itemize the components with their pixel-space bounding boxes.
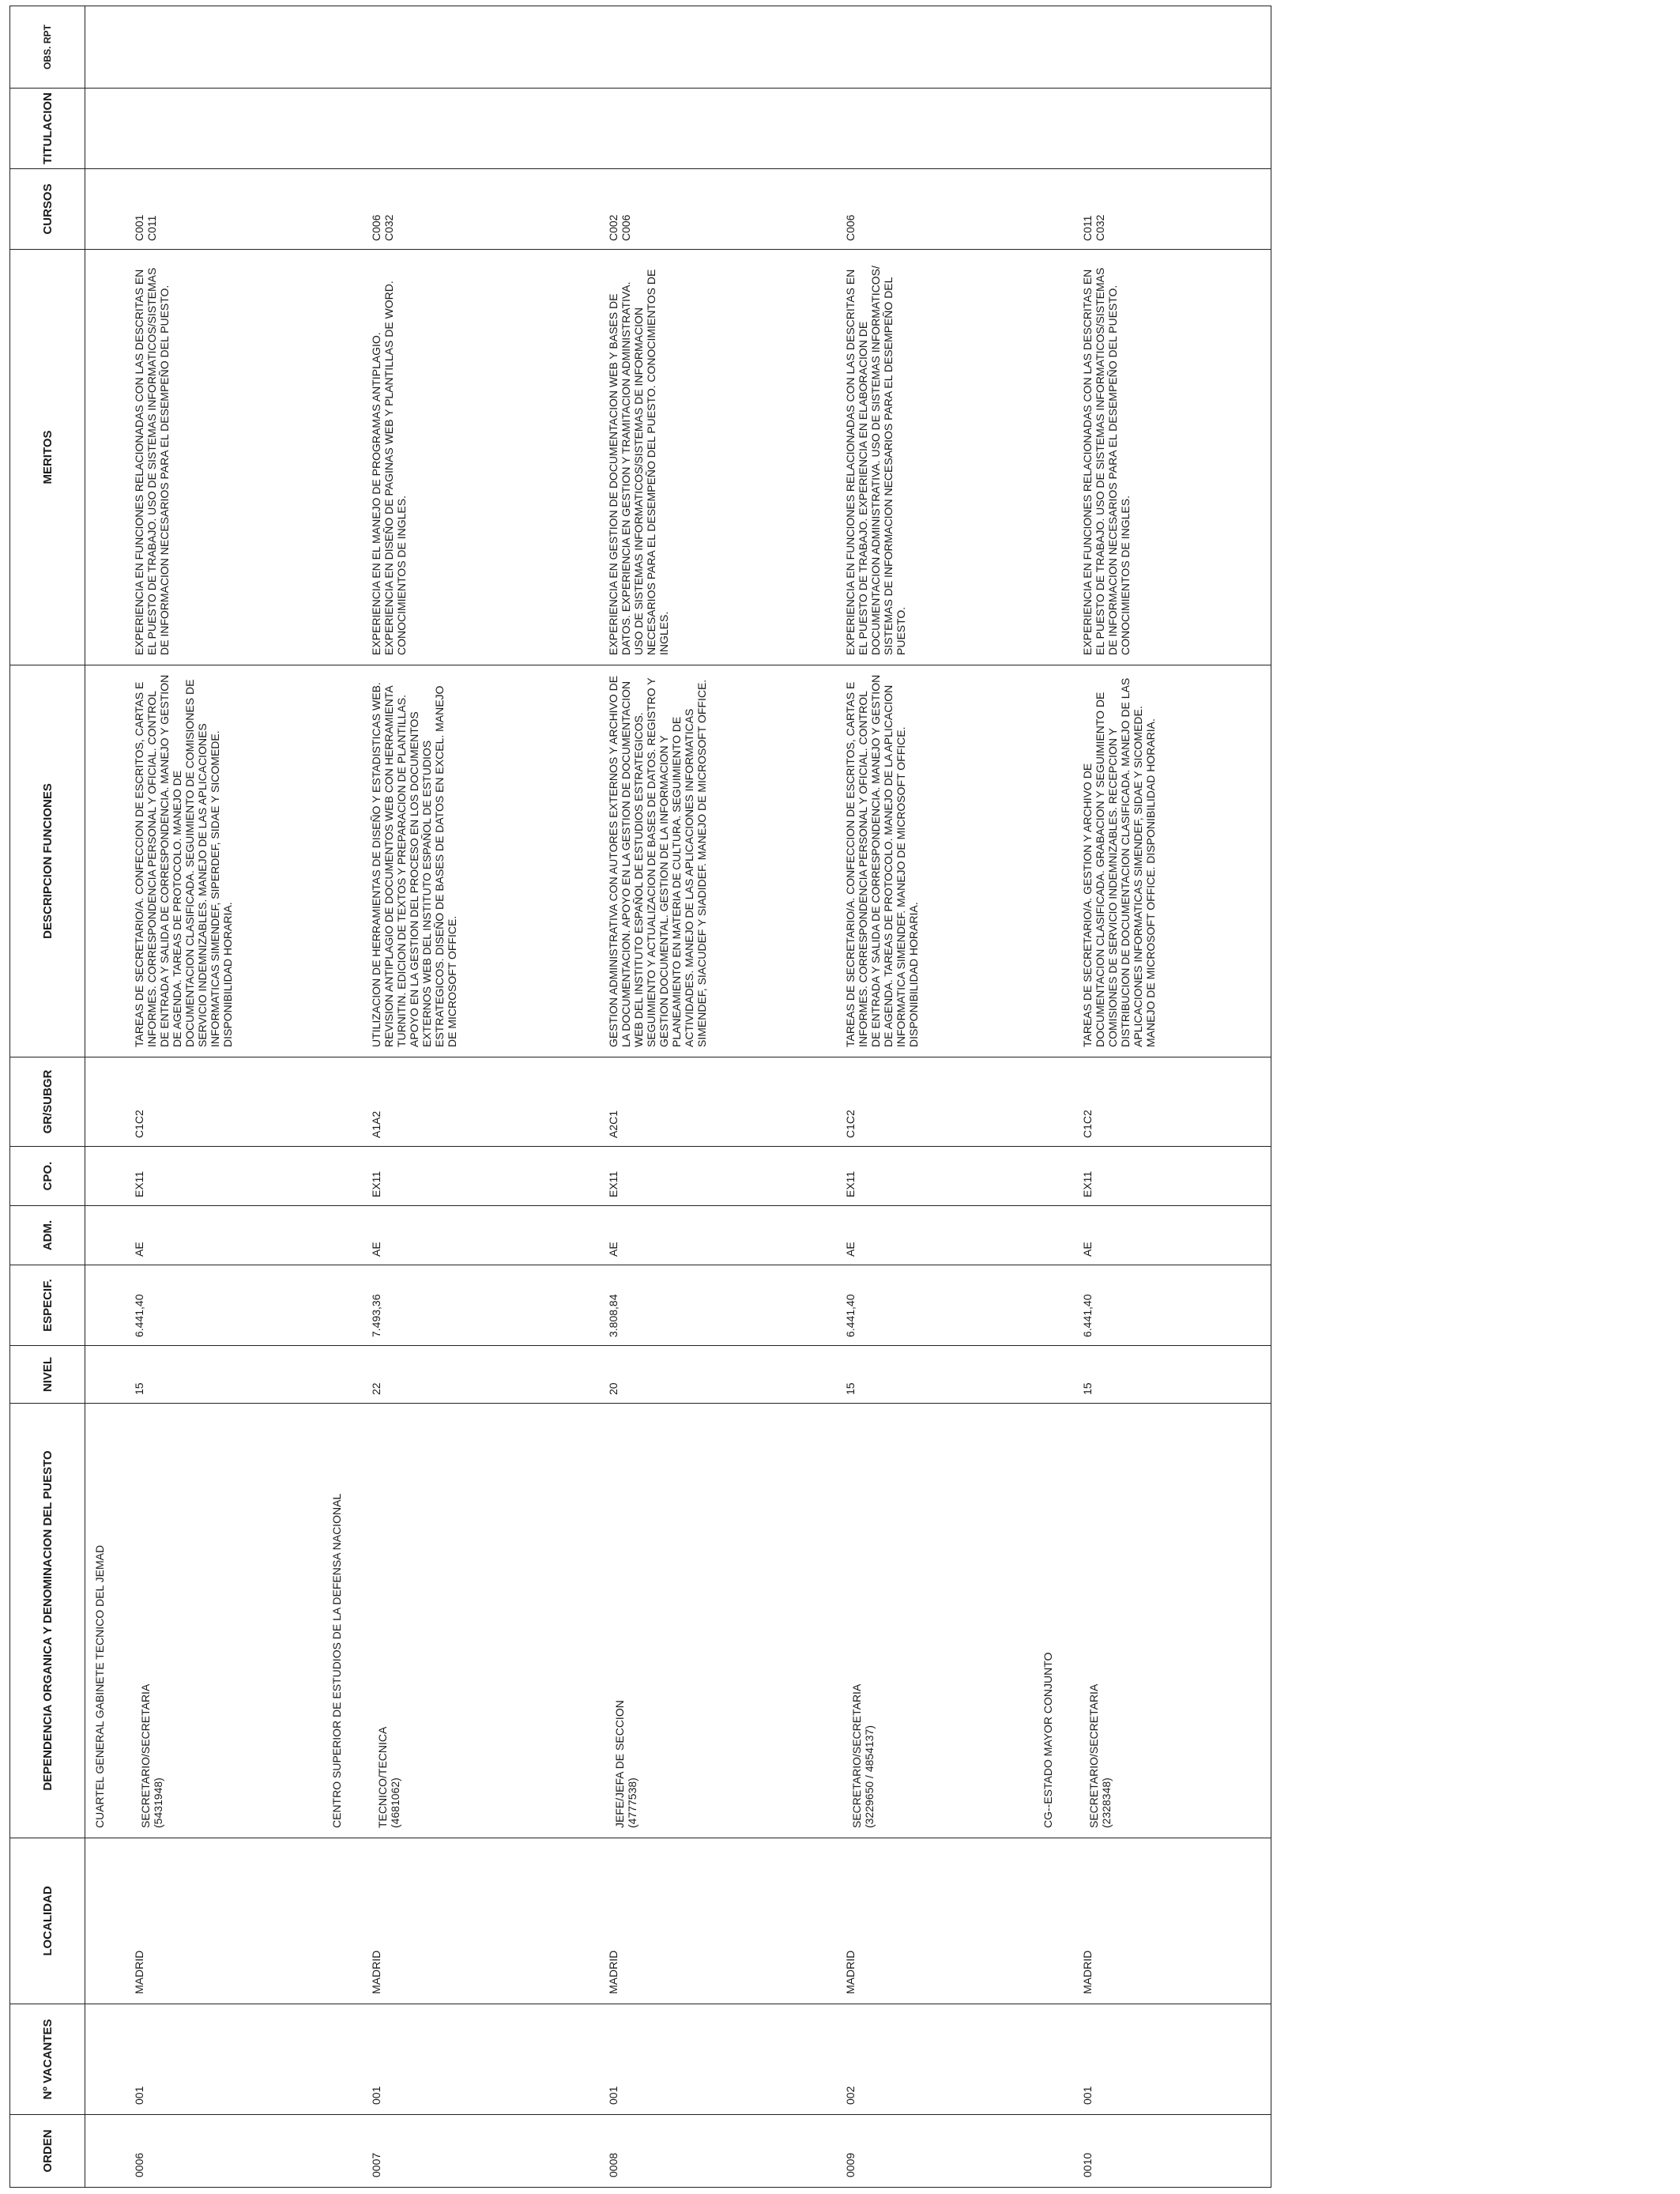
nivel-value: 20 bbox=[607, 1382, 620, 1395]
especifico-value: 6.441,40 bbox=[1081, 1294, 1094, 1337]
descripcion-text: TAREAS DE SECRETARIO/A. CONFECCION DE ESCRITOS, CARTAS E INFORMES. CORRESPONDENCIA PERSONAL Y OFICIAL. CONTROL DE ENTRADA Y SALIDA DE CORRESPONDENCIA. MANEJO Y GESTION DE AGENDA. TAREAS DE PROTOCOLO. MANEJO DE LA APLICACION INFORMATICA SIMENDEF. MANEJO DE MICROSOFT OFFICE. DISPONIBILIDAD HORARIA. bbox=[844, 674, 920, 1047]
localidad-value: MADRID bbox=[370, 1950, 382, 1994]
orden-value: 0010 bbox=[1081, 2152, 1094, 2177]
orden-cell bbox=[85, 2115, 323, 2188]
gr-value: A2C1 bbox=[607, 1110, 620, 1138]
course-code: C002 bbox=[607, 214, 620, 241]
table-row bbox=[1034, 6, 1271, 2188]
course-code: C001 bbox=[133, 214, 145, 241]
position-code: (4777538) bbox=[626, 1777, 638, 1828]
table-row bbox=[322, 6, 559, 2188]
especifico-value: 3.808,84 bbox=[607, 1294, 620, 1337]
vacantes-cell bbox=[322, 2004, 559, 2115]
orden-cell bbox=[559, 2115, 797, 2188]
meritos-cell bbox=[1034, 250, 1271, 665]
descripcion-cell bbox=[322, 665, 559, 1057]
localidad-value: MADRID bbox=[133, 1950, 145, 1994]
cpo-cell bbox=[322, 1147, 559, 1206]
table-row bbox=[85, 6, 323, 2188]
header-orden: ORDEN bbox=[10, 2115, 85, 2188]
dependencia-cell bbox=[797, 1404, 1034, 1838]
cpo-cell bbox=[1034, 1147, 1271, 1206]
meritos-text: EXPERIENCIA EN FUNCIONES RELACIONADAS CON LAS DESCRITAS EN EL PUESTO DE TRABAJO. USO DE SISTEMAS INFORMATICOS/SISTEMAS DE INFORMACION NECESARIOS PARA EL DESEMPEÑO DEL PUESTO. CONOCIMIENTOS DE INGLES. bbox=[1081, 267, 1132, 655]
orden-value: 0009 bbox=[844, 2152, 857, 2177]
adm-value: AE bbox=[607, 1242, 620, 1257]
header-titulacion: TITULACION bbox=[10, 89, 85, 169]
table-row bbox=[559, 6, 797, 2188]
position-name: JEFE/JEFA DE SECCION bbox=[613, 1700, 626, 1828]
vacancies-table bbox=[9, 6, 1271, 2188]
obs-rpt-cell bbox=[85, 6, 323, 89]
course-code: C032 bbox=[382, 214, 395, 241]
especifico-cell bbox=[559, 1265, 797, 1346]
obs-rpt-cell bbox=[1034, 6, 1271, 89]
organic-unit: CUARTEL GENERAL GABINETE TECNICO DEL JEMAD bbox=[93, 1544, 106, 1828]
adm-value: AE bbox=[133, 1242, 145, 1257]
dependencia-cell bbox=[85, 1404, 323, 1838]
cpo-value: EX11 bbox=[1081, 1171, 1094, 1197]
course-code: C011 bbox=[145, 215, 158, 241]
header-localidad: LOCALIDAD bbox=[10, 1838, 85, 2004]
localidad-cell bbox=[797, 1838, 1034, 2004]
gr-cell bbox=[559, 1057, 797, 1147]
course-code: C006 bbox=[844, 214, 857, 241]
vacantes-value: 001 bbox=[133, 2086, 145, 2105]
position-code: (3229650 / 4854137) bbox=[863, 1725, 876, 1828]
especifico-value: 6.441,40 bbox=[844, 1294, 857, 1337]
meritos-cell bbox=[322, 250, 559, 665]
gr-value: A1A2 bbox=[370, 1110, 382, 1138]
gr-cell bbox=[797, 1057, 1034, 1147]
especifico-value: 7.493,36 bbox=[370, 1294, 382, 1337]
descripcion-text: GESTION ADMINISTRATIVA CON AUTORES EXTERNOS Y ARCHIVO DE LA DOCUMENTACION. APOYO EN LA GESTION DE DOCUMENTACION WEB DEL INSTITUTO ESPAÑOL DE ESTUDIOS ESTRATEGICOS. SEGUIMIENTO Y ACTUALIZACION DE BASES DE DATOS. REGISTRO Y GESTION DOCUMENTAL. GESTION DE LA INFORMACION Y PLANEAMIENTO EN MATERIA DE CULTURA. SEGUIMIENTO DE ACTIVIDADES. MANEJO DE LAS APLICACIONES INFORMATICAS SIMENDEF, SIACUDEF Y SIADIDEF. MANEJO DE MICROSOFT OFFICE. bbox=[607, 675, 708, 1047]
header-cursos: CURSOS bbox=[10, 169, 85, 250]
gr-value: C1C2 bbox=[1081, 1110, 1094, 1138]
localidad-value: MADRID bbox=[1081, 1950, 1094, 1994]
dependencia-cell bbox=[559, 1404, 797, 1838]
adm-value: AE bbox=[1081, 1242, 1094, 1257]
gr-cell bbox=[85, 1057, 323, 1147]
meritos-cell bbox=[85, 250, 323, 665]
obs-rpt-cell bbox=[559, 6, 797, 89]
dependencia-cell bbox=[322, 1404, 559, 1838]
position-name: SECRETARIO/SECRETARIA bbox=[1087, 1683, 1100, 1828]
course-code: C006 bbox=[370, 214, 382, 241]
vacantes-value: 002 bbox=[844, 2086, 857, 2105]
header-especifico: ESPECIF. bbox=[10, 1265, 85, 1346]
titulacion-cell bbox=[559, 89, 797, 169]
vacantes-value: 001 bbox=[1081, 2086, 1094, 2105]
position-name: TECNICO/TECNICA bbox=[376, 1726, 389, 1828]
cpo-cell bbox=[559, 1147, 797, 1206]
header-meritos: MERITOS bbox=[10, 250, 85, 665]
descripcion-cell bbox=[797, 665, 1034, 1057]
titulacion-cell bbox=[797, 89, 1034, 169]
descripcion-text: TAREAS DE SECRETARIO/A. CONFECCION DE ESCRITOS, CARTAS E INFORMES. CORRESPONDENCIA PERSONAL Y OFICIAL. CONTROL DE ENTRADA Y SALIDA DE CORRESPONDENCIA. MANEJO Y GESTION DE AGENDA. TAREAS DE PROTOCOLO. MANEJO DE DOCUMENTACION CLASIFICADA. SEGUIMIENTO DE COMISIONES DE SERVICIO INDEMNIZABLES. MANEJO DE LAS APLICACIONES INFORMATICAS SIMENDEF, SIPERDEF, SIDAE Y SICOMEDE. DISPONIBILIDAD HORARIA. bbox=[133, 674, 234, 1047]
adm-cell bbox=[559, 1206, 797, 1265]
especifico-cell bbox=[85, 1265, 323, 1346]
position-code: (2328348) bbox=[1100, 1777, 1113, 1828]
localidad-cell bbox=[85, 1838, 323, 2004]
position-name: SECRETARIO/SECRETARIA bbox=[139, 1683, 152, 1828]
header-vacantes: Nº VACANTES bbox=[10, 2004, 85, 2115]
localidad-value: MADRID bbox=[844, 1950, 857, 1994]
localidad-value: MADRID bbox=[607, 1950, 620, 1994]
nivel-value: 22 bbox=[370, 1382, 382, 1395]
header-cpo: CPO. bbox=[10, 1147, 85, 1206]
gr-cell bbox=[1034, 1057, 1271, 1147]
cursos-cell bbox=[322, 169, 559, 250]
descripcion-cell bbox=[1034, 665, 1271, 1057]
nivel-cell bbox=[322, 1346, 559, 1404]
nivel-value: 15 bbox=[133, 1382, 145, 1395]
titulacion-cell bbox=[85, 89, 323, 169]
meritos-text: EXPERIENCIA EN EL MANEJO DE PROGRAMAS ANTIPLAGIO. EXPERIENCIA EN DISEÑO DE PAGINAS WEB Y PLANTILLAS DE WORD. CONOCIMIENTOS DE INGLES. bbox=[370, 281, 408, 655]
gr-value: C1C2 bbox=[133, 1110, 145, 1138]
titulacion-cell bbox=[1034, 89, 1271, 169]
nivel-value: 15 bbox=[1081, 1382, 1094, 1395]
cpo-cell bbox=[797, 1147, 1034, 1206]
adm-cell bbox=[1034, 1206, 1271, 1265]
especifico-cell bbox=[322, 1265, 559, 1346]
position-code: (4681062) bbox=[389, 1777, 401, 1828]
meritos-cell bbox=[559, 250, 797, 665]
cpo-value: EX11 bbox=[844, 1171, 857, 1197]
course-code: C032 bbox=[1094, 214, 1106, 241]
especifico-value: 6.441,40 bbox=[133, 1294, 145, 1337]
descripcion-text: TAREAS DE SECRETARIO/A. GESTION Y ARCHIVO DE DOCUMENTACION CLASIFICADA. GRABACION Y SEGUIMIENTO DE COMISIONES DE SERVICIO INDEMNIZABLES. RECEPCION Y DISTRIBUCION DE DOCUMENTACION CLASIFICADA. MANEJO DE LAS APLICACIONES INFORMATICAS SIMENDEF, SIDAE Y SICOMEDE. MANEJO DE MICROSOFT OFFICE. DISPONIBILIDAD HORARIA. bbox=[1081, 677, 1157, 1047]
orden-value: 0007 bbox=[370, 2152, 382, 2177]
table-row bbox=[797, 6, 1034, 2188]
orden-value: 0008 bbox=[607, 2152, 620, 2177]
cursos-cell bbox=[797, 169, 1034, 250]
header-row bbox=[10, 6, 85, 2188]
course-code: C006 bbox=[620, 214, 632, 241]
course-code: C011 bbox=[1081, 215, 1094, 241]
header-dependencia: DEPENDENCIA ORGANICA Y DENOMINACION DEL PUESTO bbox=[10, 1404, 85, 1838]
vacantes-value: 001 bbox=[370, 2086, 382, 2105]
adm-cell bbox=[85, 1206, 323, 1265]
obs-rpt-cell bbox=[797, 6, 1034, 89]
cpo-value: EX11 bbox=[133, 1171, 145, 1197]
localidad-cell bbox=[322, 1838, 559, 2004]
organic-unit bbox=[797, 1404, 836, 1838]
organic-unit bbox=[559, 1404, 599, 1838]
cpo-value: EX11 bbox=[607, 1171, 620, 1197]
nivel-cell bbox=[1034, 1346, 1271, 1404]
meritos-text: EXPERIENCIA EN FUNCIONES RELACIONADAS CON LAS DESCRITAS EN EL PUESTO DE TRABAJO. USO DE SISTEMAS INFORMATICOS/SISTEMAS DE INFORMACION NECESARIOS PARA EL DESEMPEÑO DEL PUESTO. bbox=[133, 267, 171, 655]
obs-rpt-cell bbox=[322, 6, 559, 89]
cursos-cell bbox=[559, 169, 797, 250]
orden-cell bbox=[1034, 2115, 1271, 2188]
localidad-cell bbox=[559, 1838, 797, 2004]
vacantes-cell bbox=[85, 2004, 323, 2115]
descripcion-cell bbox=[85, 665, 323, 1057]
titulacion-cell bbox=[322, 89, 559, 169]
dependencia-cell bbox=[1034, 1404, 1271, 1838]
nivel-value: 15 bbox=[844, 1382, 857, 1395]
adm-value: AE bbox=[370, 1242, 382, 1257]
organic-unit: CENTRO SUPERIOR DE ESTUDIOS DE LA DEFENSA NACIONAL bbox=[330, 1493, 343, 1828]
adm-cell bbox=[797, 1206, 1034, 1265]
vacantes-value: 001 bbox=[607, 2086, 620, 2105]
adm-value: AE bbox=[844, 1242, 857, 1257]
organic-unit: CG--ESTADO MAYOR CONJUNTO bbox=[1042, 1652, 1054, 1828]
descripcion-cell bbox=[559, 665, 797, 1057]
localidad-cell bbox=[1034, 1838, 1271, 2004]
nivel-cell bbox=[559, 1346, 797, 1404]
gr-cell bbox=[322, 1057, 559, 1147]
meritos-text: EXPERIENCIA EN FUNCIONES RELACIONADAS CON LAS DESCRITAS EN EL PUESTO DE TRABAJO. EXPERIENCIA EN ELABORACION DE DOCUMENTACION ADMINISTRATIVA. USO DE SISTEMAS INFORMATICOS/ SISTEMAS DE INFORMACION NECESARIOS PARA EL DESEMPEÑO DEL PUESTO. bbox=[844, 266, 907, 655]
especifico-cell bbox=[1034, 1265, 1271, 1346]
header-adm: ADM. bbox=[10, 1206, 85, 1265]
header-gr-subgr: GR/SUBGR bbox=[10, 1057, 85, 1147]
meritos-text: EXPERIENCIA EN GESTION DE DOCUMENTACION WEB Y BASES DE DATOS. EXPERIENCIA EN GESTION Y TRAMITACION ADMINISTRATIVA. USO DE SISTEMAS INFORMATICOS/SISTEMAS DE INFORMACION NECESARIOS PARA EL DESEMPEÑO DEL PUESTO. CONOCIMIENTOS DE INGLES. bbox=[607, 269, 670, 655]
descripcion-text: UTILIZACION DE HERRAMIENTAS DE DISEÑO Y ESTADISTICAS WEB. REVISION ANTIPLAGIO DE DOCUMENTOS WEB CON HERRAMIENTA TURNITIN. EDICION DE TEXTOS Y PREPARACION DE PLANTILLAS. APOYO EN LA GESTION DEL PROCESO EN LOS DOCUMENTOS EXTERNOS WEB DEL INSTITUTO ESPAÑOL DE ESTUDIOS ESTRATEGICOS. DISEÑO DE BASES DE DATOS EN EXCEL. MANEJO DE MICROSOFT OFFICE. bbox=[370, 682, 458, 1047]
position-code: (5431948) bbox=[152, 1777, 164, 1828]
cpo-cell bbox=[85, 1147, 323, 1206]
cursos-cell bbox=[1034, 169, 1271, 250]
especifico-cell bbox=[797, 1265, 1034, 1346]
adm-cell bbox=[322, 1206, 559, 1265]
header-descripcion: DESCRIPCION FUNCIONES bbox=[10, 665, 85, 1057]
cursos-cell bbox=[85, 169, 323, 250]
position-name: SECRETARIO/SECRETARIA bbox=[850, 1683, 863, 1828]
nivel-cell bbox=[85, 1346, 323, 1404]
rotated-table-sheet bbox=[9, 6, 1369, 2188]
orden-cell bbox=[797, 2115, 1034, 2188]
orden-value: 0006 bbox=[133, 2152, 145, 2177]
cpo-value: EX11 bbox=[370, 1171, 382, 1197]
orden-cell bbox=[322, 2115, 559, 2188]
vacantes-cell bbox=[797, 2004, 1034, 2115]
vacantes-cell bbox=[559, 2004, 797, 2115]
gr-value: C1C2 bbox=[844, 1110, 857, 1138]
header-nivel: NIVEL bbox=[10, 1346, 85, 1404]
nivel-cell bbox=[797, 1346, 1034, 1404]
header-obs-rpt: OBS. RPT bbox=[10, 6, 85, 89]
vacantes-cell bbox=[1034, 2004, 1271, 2115]
meritos-cell bbox=[797, 250, 1034, 665]
